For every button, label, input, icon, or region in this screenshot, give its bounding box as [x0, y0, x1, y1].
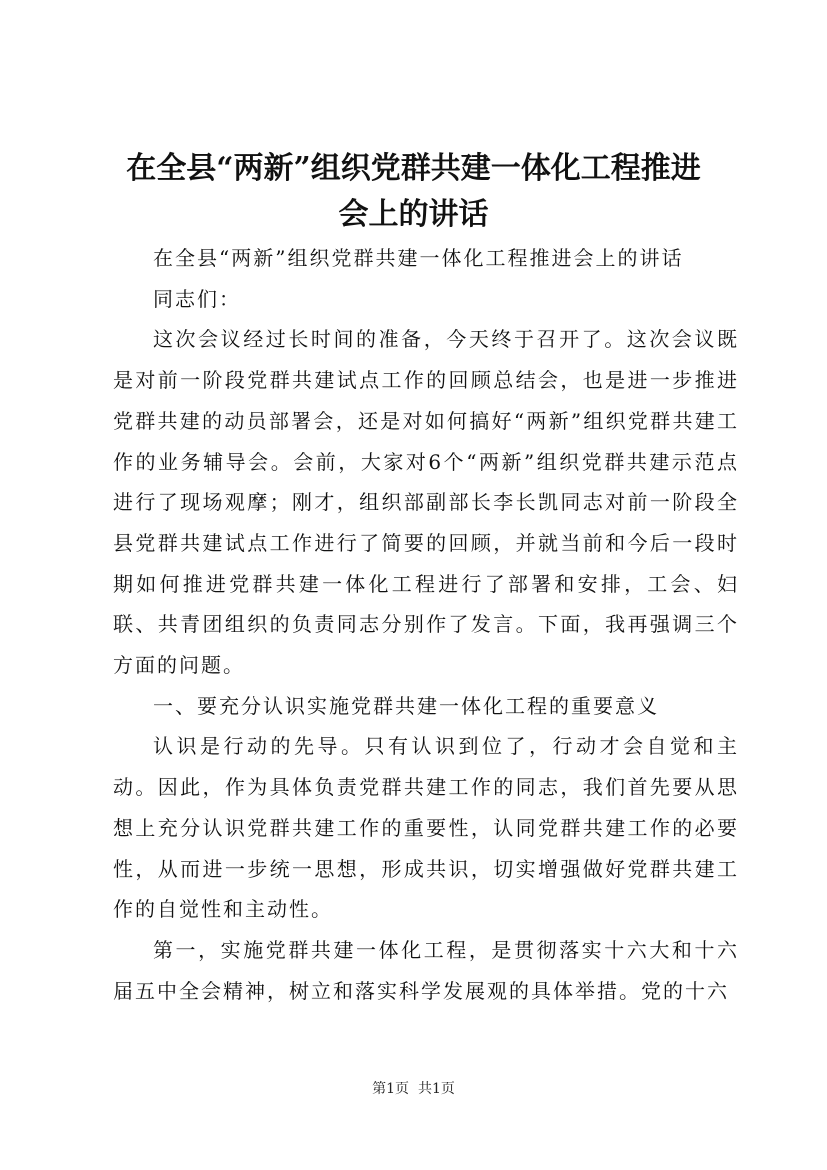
- paragraph-subtitle: 在全县“两新”组织党群共建一体化工程推进会上的讲话: [153, 246, 684, 270]
- footer-page-prefix: 第: [372, 1081, 387, 1097]
- footer-page-number: 1: [386, 1081, 396, 1097]
- title-line-2: 会上的讲话: [338, 197, 489, 232]
- paragraph-first-point: 第一，实施党群共建一体化工程，是贯彻落实十六大和十六届五中全会精神，树立和落实科学发展观的具体举措。党的十六: [113, 937, 739, 1003]
- title-line-1: 在全县“两新”组织党群共建一体化工程推进: [126, 151, 701, 186]
- paragraph-section-1: 认识是行动的先导。只有认识到位了，行动才会自觉和主动。因此，作为具体负责党群共建工作的同志，我们首先要从思想上充分认识党群共建工作的重要性，认同党群共建工作的必要性，从而进一步统一思想，形成共识，切实增强做好党群共建工作的自觉性和主动性。: [113, 734, 739, 922]
- paragraph-intro: 这次会议经过长时间的准备，今天终于召开了。这次会议既是对前一阶段党群共建试点工作的回顾总结会，也是进一步推进党群共建的动员部署会，还是对如何搞好“两新”组织党群共建工作的业务辅导会。会前，大家对6个“两新”组织党群共建示范点进行了现场观摩；刚才，组织部副部长李长凯同志对前一阶段全县党群共建试点工作进行了简要的回顾，并就当前和今后一段时期如何推进党群共建一体化工程进行了部署和安排，工会、妇联、共青团组织的负责同志分别作了发言。下面，我再强调三个方面的问题。: [113, 327, 739, 678]
- footer-page-suffix: 页: [440, 1081, 455, 1097]
- document-body: [113, 238, 739, 1011]
- page-footer: [0, 1079, 827, 1099]
- paragraph-salutation: 同志们：: [153, 286, 241, 311]
- section-heading-1: 一、要充分认识实施党群共建一体化工程的重要意义: [153, 693, 659, 718]
- footer-page-middle: 页 共: [395, 1081, 432, 1097]
- document-title: [100, 146, 727, 238]
- footer-page-total: 1: [431, 1081, 441, 1097]
